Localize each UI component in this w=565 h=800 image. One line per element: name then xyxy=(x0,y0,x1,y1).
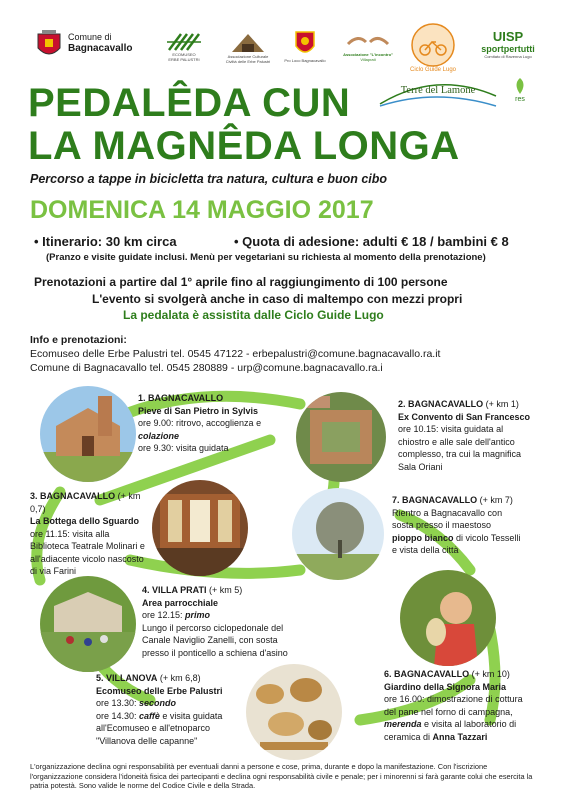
stage-6-line-4b: Anna Tazzari xyxy=(432,731,488,742)
stage-4-line-4: presso il ponticello a schiena d'asino xyxy=(142,647,288,658)
stage-6-line-2: del pane nel forno di campagna, xyxy=(384,706,513,717)
stage-1-line-1: ore 9.00: ritrovo, accoglienza e xyxy=(138,418,262,428)
ecomuseo-logo xyxy=(158,30,210,62)
stage-5-km: (+ km 6,8) xyxy=(157,673,201,683)
assisted-text: La pedalata è assistita dalle Ciclo Guide Lugo xyxy=(123,308,384,322)
stage-7-line-2: sosta presso il maestoso xyxy=(392,520,492,530)
stage-3 xyxy=(30,490,154,578)
lincontro-logo xyxy=(338,30,398,62)
pieve-san-pietro-photo xyxy=(40,386,136,482)
associazione-logo xyxy=(220,30,276,64)
stage-2 xyxy=(398,398,548,473)
associazione-logo-subtext: Civiltà delle Erbe Palustri xyxy=(225,59,271,64)
stage-6-place: Giardino della Signora Maria xyxy=(384,681,507,692)
res-logo xyxy=(508,76,532,104)
event-date: DOMENICA 14 MAGGIO 2017 xyxy=(30,196,374,224)
ecomuseo-logo-subtext: ERBE PALUSTRI xyxy=(168,57,200,62)
proloco-logo-text: Pro Loco Bagnacavallo xyxy=(284,58,326,63)
stage-6-line-1: ore 16.00: dimostrazione di cottura xyxy=(384,694,523,704)
stage-2-line-1: ore 10.15: visita guidata al xyxy=(398,424,504,434)
fee-note: (Pranzo e visite guidate inclusi. Menù per vegetariani su richiesta al momento della prenotazione) xyxy=(46,252,486,263)
stage-5-line-2c: e visita guidata xyxy=(159,710,223,721)
stage-1-line-3: ore 9.30: visita guidata xyxy=(138,443,229,453)
stage-7-km: (+ km 7) xyxy=(477,495,513,505)
stage-6-line-3b: e visita al laboratorio di xyxy=(421,719,517,729)
stage-6-km: (+ km 10) xyxy=(469,669,510,679)
event-title-line-1: PEDALÊDA CUN xyxy=(28,81,351,125)
bottega-sguardo-photo xyxy=(152,480,248,576)
stage-4-line-3: Canale Naviglio Zanelli, con sosta xyxy=(142,635,278,645)
event-subtitle: Percorso a tappe in bicicletta tra natura, cultura e buon cibo xyxy=(30,172,388,186)
stage-6 xyxy=(384,668,544,743)
stage-2-line-4: Sala Oriani xyxy=(398,461,443,472)
res-logo-text: res xyxy=(515,96,525,103)
stage-5-line-3: all'Ecomuseo e all'etnoparco xyxy=(96,723,211,733)
pioppo-bianco-photo xyxy=(292,488,384,580)
proloco-logo xyxy=(284,28,326,63)
stage-5-line-2b: caffè xyxy=(139,710,160,721)
stage-7-line-3b: di vicolo Tesselli xyxy=(453,532,521,543)
contacts-line-1: Ecomuseo delle Erbe Palustri tel. 0545 47122 - erbepalustri@comune.bagnacavallo.ra.it xyxy=(30,348,441,360)
stage-4 xyxy=(142,584,322,659)
stage-5-line-1b: secondo xyxy=(139,698,177,708)
stage-3-km: (+ km 0,7) xyxy=(30,491,141,514)
contacts-line-2: Comune di Bagnacavallo tel. 0545 280889 - urp@comune.bagnacavallo.ra.i xyxy=(30,362,383,374)
stage-7-line-4: e vista della città xyxy=(392,545,459,555)
comune-label: Comune di xyxy=(68,32,112,42)
stage-6-heading: 6. BAGNACAVALLO xyxy=(384,669,470,679)
ecomuseo-erbe-palustri-photo xyxy=(246,664,342,760)
stage-2-place: Ex Convento di San Francesco xyxy=(398,411,531,422)
stage-6-line-4: ceramica di xyxy=(384,731,433,742)
ecomuseo-logo-text: ECOMUSEO xyxy=(172,52,196,57)
weather-text: L'evento si svolgerà anche in caso di maltempo con mezzi propri xyxy=(92,292,463,306)
lincontro-logo-text: Associazione "L'incontro" xyxy=(343,52,393,57)
contacts-title: Info e prenotazioni: xyxy=(30,334,127,346)
stage-1-heading: 1. BAGNACAVALLO xyxy=(138,393,224,403)
stage-6-line-3: merenda xyxy=(384,719,422,729)
giardino-signora-maria-photo xyxy=(400,570,496,666)
ex-convento-photo xyxy=(296,392,386,482)
stage-4-place: Area parrocchiale xyxy=(142,597,219,608)
stage-3-line-4: di via Farini xyxy=(30,566,77,576)
stage-2-heading: 2. BAGNACAVALLO xyxy=(398,399,484,409)
fee-text: • Quota di adesione: adulti € 18 / bambini € 8 xyxy=(234,234,509,249)
stage-4-line-2: Lungo il percorso ciclopedonale del xyxy=(142,622,284,633)
booking-text: Prenotazioni a partire dal 1° aprile fino al raggiungimento di 100 persone xyxy=(34,275,448,289)
stage-1-line-2: colazione xyxy=(138,430,180,441)
itinerary-text: • Itinerario: 30 km circa xyxy=(34,234,177,249)
stage-4-heading: 4. VILLA PRATI xyxy=(142,585,207,595)
ciclo-guide-logo xyxy=(408,22,458,73)
disclaimer-footer: L'organizzazione declina ogni responsabilità per eventuali danni a persone e cose, prima, durante e dopo la manifestazione. Con l'iscrizione l'organizzazione considera l'idoneità fisica dei partecipanti e declina ogni responsabilità civile e penale; per i minorenni si farà garante colui che esercita la patria potestà. Sono valide le norme del Codice Civile e della Strada. xyxy=(30,762,533,790)
stage-7 xyxy=(392,494,542,557)
stage-3-heading: 3. BAGNACAVALLO xyxy=(30,491,116,501)
stage-3-place: La Bottega dello Sguardo xyxy=(30,516,140,526)
comune-name xyxy=(68,32,132,54)
uisp-logo-subtext: sportpertutti xyxy=(481,44,535,54)
stage-7-line-1: Rientro a Bagnacavallo con xyxy=(392,507,503,518)
contacts-title-text: Info e prenotazioni xyxy=(30,334,124,346)
comune-title: Bagnacavallo xyxy=(68,43,133,54)
stage-3-line-3: all'adiacente vicolo nascosto xyxy=(30,553,144,564)
stage-2-km: (+ km 1) xyxy=(483,399,519,409)
stage-1-place: Pieve di San Pietro in Sylvis xyxy=(138,405,259,416)
stage-4-line-1b: primo xyxy=(185,610,211,620)
stage-2-line-3: complesso, tra cui la magnifica xyxy=(398,449,522,459)
comune-crest-logo xyxy=(36,30,62,60)
ciclo-guide-logo-text: Ciclo Guide Lugo xyxy=(409,67,457,73)
stage-2-line-2: chiostro e alle sale dell'antico xyxy=(398,436,515,447)
stage-3-line-2: Biblioteca Teatrale Molinari e xyxy=(30,541,145,551)
associazione-logo-text: Associazione Culturale xyxy=(227,54,269,59)
stage-5-line-2: ore 14.30: xyxy=(96,710,140,721)
terre-del-lamone-text: Terre del Lamone xyxy=(400,85,476,96)
terre-del-lamone-logo xyxy=(376,74,500,108)
stage-5-line-1: ore 13.30: xyxy=(96,698,140,708)
uisp-logo-small: Comitato di Ravenna Lugo xyxy=(484,54,532,59)
event-title-line-2: LA MAGNÊDA LONGA xyxy=(28,124,460,168)
stage-4-km: (+ km 5) xyxy=(206,585,243,595)
stage-5-place: Ecomuseo delle Erbe Palustri xyxy=(96,685,223,696)
lincontro-logo-subtext: Villaprati xyxy=(360,57,376,62)
villa-prati-photo xyxy=(40,576,136,672)
uisp-logo-text: UISP xyxy=(492,29,524,44)
stage-7-heading: 7. BAGNACAVALLO xyxy=(392,495,478,505)
stage-5-line-4: "Villanova delle capanne" xyxy=(96,735,198,746)
stage-5-heading: 5. VILLANOVA xyxy=(96,673,158,683)
uisp-logo xyxy=(478,30,538,59)
stage-7-line-3: pioppo bianco xyxy=(392,532,454,543)
stage-3-line-1: ore 11.15: visita alla xyxy=(30,528,110,539)
stage-5 xyxy=(96,672,256,747)
stage-1 xyxy=(138,392,288,455)
stage-4-line-1: ore 12.15: xyxy=(142,610,186,620)
